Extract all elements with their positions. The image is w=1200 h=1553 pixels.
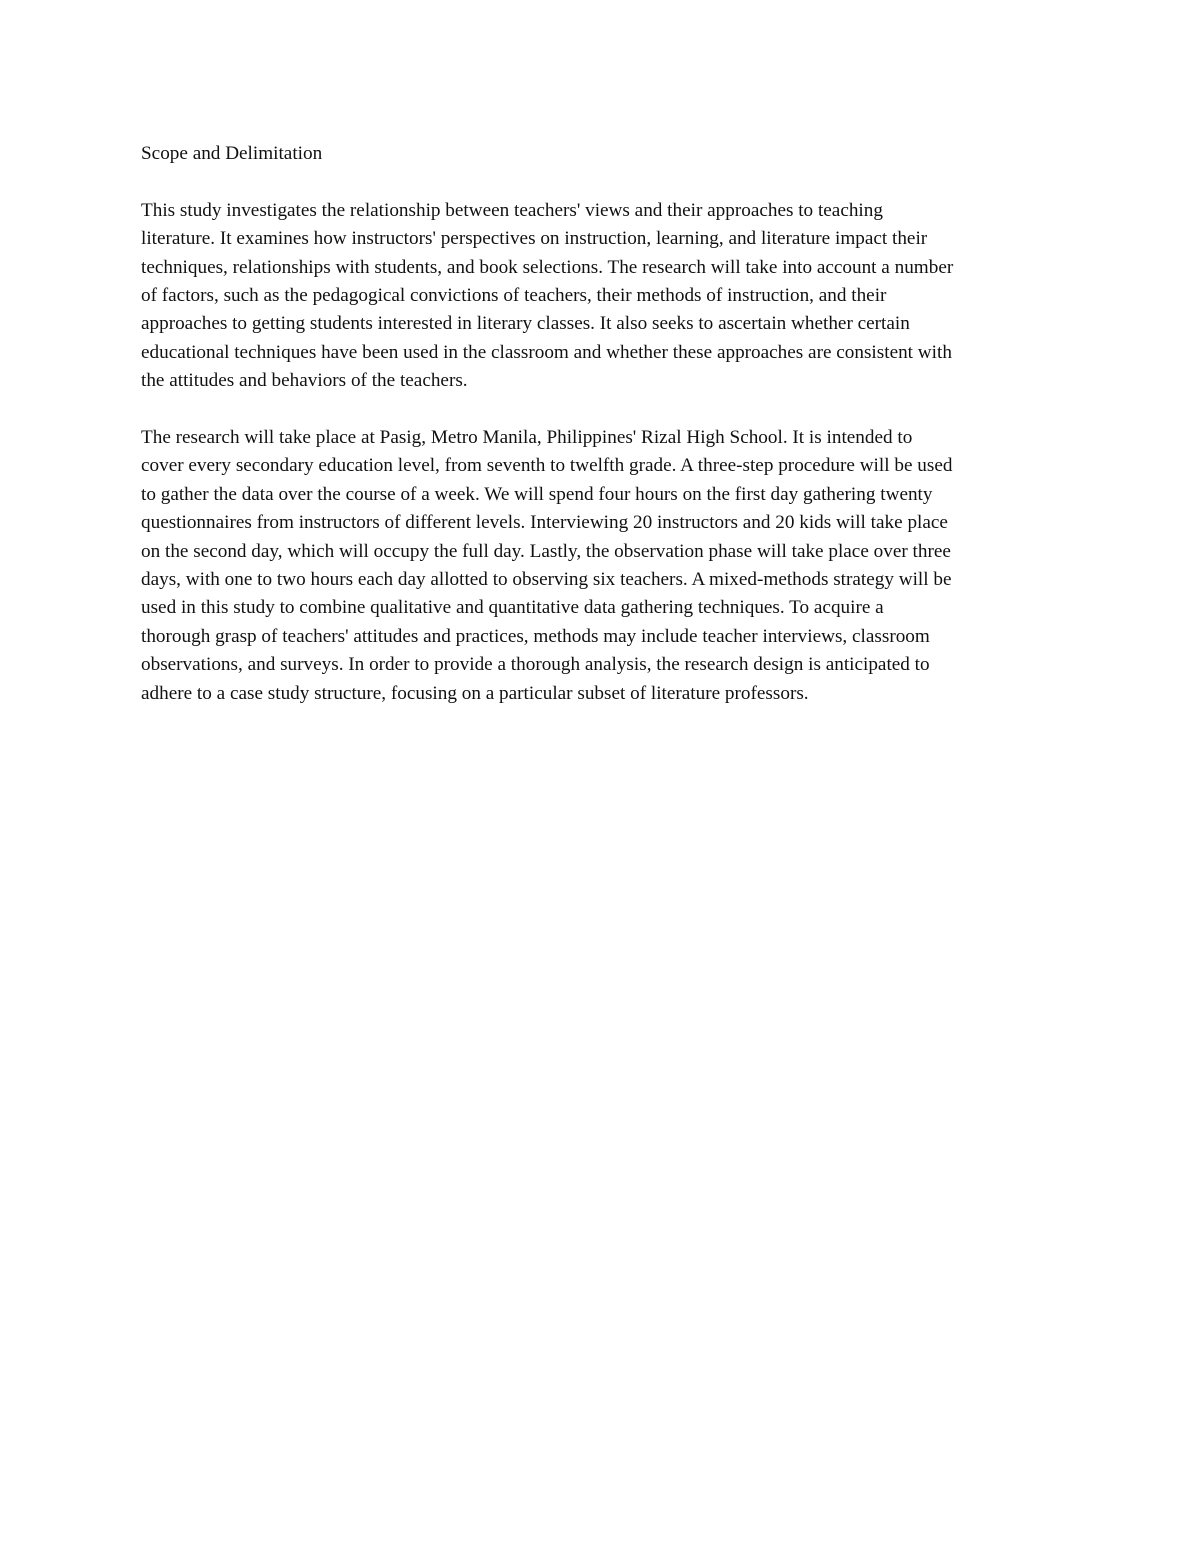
text-line: This study investigates the relationship between teachers' views and their approaches to teaching — [141, 199, 883, 221]
text-line: used in this study to combine qualitative and quantitative data gathering techniques. To acquire a — [141, 597, 884, 619]
text-line: educational techniques have been used in the classroom and whether these approaches are consistent with — [141, 341, 952, 363]
text-line: cover every secondary education level, from seventh to twelfth grade. A three-step procedure will be used — [141, 455, 953, 477]
text-line: the attitudes and behaviors of the teachers. — [141, 370, 468, 392]
text-line: observations, and surveys. In order to provide a thorough analysis, the research design is anticipated to — [141, 654, 930, 676]
text-line: questionnaires from instructors of different levels. Interviewing 20 instructors and 20 kids will take place — [141, 512, 948, 534]
paragraph-scope — [141, 197, 1061, 396]
section-heading: Scope and Delimitation — [141, 143, 323, 164]
text-line: of factors, such as the pedagogical convictions of teachers, their methods of instruction, and their — [141, 285, 887, 307]
text-line: on the second day, which will occupy the full day. Lastly, the observation phase will take place over three — [141, 540, 951, 562]
text-line: approaches to getting students interested in literary classes. It also seeks to ascertain whether certain — [141, 313, 910, 335]
text-line: literature. It examines how instructors' perspectives on instruction, learning, and literature impact their — [141, 228, 928, 250]
text-line: adhere to a case study structure, focusing on a particular subset of literature professors. — [141, 682, 809, 704]
text-line: techniques, relationships with students, and book selections. The research will take into account a number — [141, 256, 954, 278]
text-line: thorough grasp of teachers' attitudes and practices, methods may include teacher interviews, classroom — [141, 625, 930, 647]
paragraph-delimitation — [141, 424, 1061, 708]
text-line: days, with one to two hours each day allotted to observing six teachers. A mixed-methods strategy will be — [141, 569, 952, 591]
text-line: The research will take place at Pasig, Metro Manila, Philippines' Rizal High School. It is intended to — [141, 427, 913, 449]
text-line: to gather the data over the course of a week. We will spend four hours on the first day gathering twenty — [141, 483, 933, 505]
document-body — [141, 140, 1061, 736]
